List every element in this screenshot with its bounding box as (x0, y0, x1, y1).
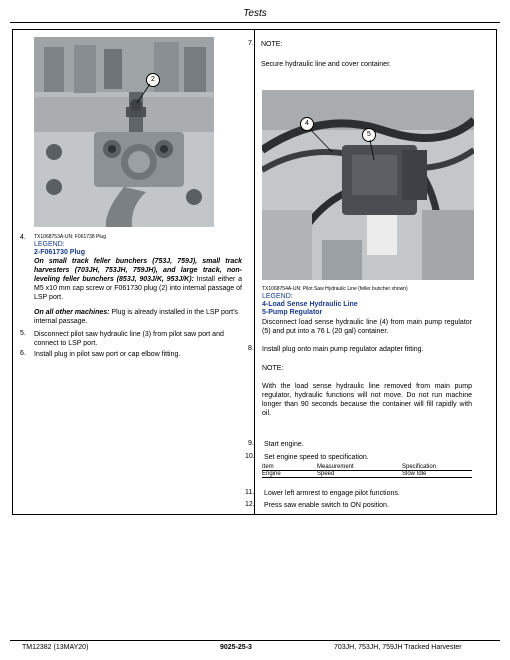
step4-paragraph1 (34, 257, 242, 302)
step6-number: 6. (20, 350, 26, 357)
left-figure-caption: TX1068753A-UN: F061738 Plug (34, 234, 106, 240)
right-figure-caption: TX1068754A-UN: Pilot Saw Hydraulic Line (feller buncher shown) (262, 286, 408, 292)
left-legend-item: 2-F061730 Plug (34, 249, 85, 256)
spec-header-specification: Specification (402, 464, 437, 470)
step12-text: Press saw enable switch to ON position. (264, 502, 389, 509)
step7-note-text: Secure hydraulic line and cover container. (261, 61, 391, 68)
footer-model: 703JH, 753JH, 759JH Tracked Harvester (334, 644, 462, 651)
step5-number: 5. (20, 330, 26, 337)
spec-table-row (262, 471, 472, 478)
step11-number: 11. (245, 489, 255, 496)
step10-number: 10. (245, 453, 255, 460)
footer-doc-id: TM12382 (13MAY20) (22, 644, 89, 651)
step7-number: 7. (248, 40, 254, 47)
callout-2-leader (134, 83, 154, 105)
step4-para2-rest: Plug is already installed in the LSP port's internal passage. (34, 309, 238, 325)
step4-para1-em: On small track feller bunchers (753J, 759J), small track harvesters (703JH, 753JH, 759JH), and large track, non-leveling feller bunchers (853J, 903J/K, 953J/K): (34, 258, 242, 283)
column-divider (254, 29, 255, 515)
footer-rule (10, 640, 500, 641)
footer-page-number: 9025-25-3 (220, 644, 252, 651)
step7-note-label: NOTE: (261, 41, 283, 48)
step4-number: 4. (20, 234, 26, 241)
right-legend-title: LEGEND: (262, 293, 293, 300)
disconnect-paragraph: Disconnect load sense hydraulic line (4) from main pump regulator (5) and put into a 76 L (20 gal) container. (262, 319, 472, 335)
step10-text: Set engine speed to specification. (264, 454, 369, 461)
left-figure-plug (34, 37, 214, 227)
step11-text: Lower left armrest to engage pilot functions. (264, 490, 400, 497)
left-legend-title: LEGEND: (34, 241, 65, 248)
spec-header-item: Item (262, 464, 274, 470)
step8-number: 8. (248, 345, 254, 352)
step4-paragraph2 (34, 308, 242, 326)
spec-cell-measurement: Speed (317, 471, 335, 477)
step5-text: Disconnect pilot saw hydraulic line (3) from pilot saw port and connect to LSP port. (34, 331, 224, 347)
spec-header-measurement: Measurement (317, 464, 354, 470)
spec-cell-specification: Slow Idle (402, 471, 427, 477)
spec-cell-item: Engine (262, 471, 281, 477)
step9-number: 9. (248, 440, 254, 447)
step6-text: Install plug in pilot saw port or cap elbow fitting. (34, 351, 181, 358)
step4-para1-rest: Install either a M5 x10 mm cap screw or F061730 plug (2) into internal passage of LSP port. (34, 276, 242, 301)
callout-4: 4 (300, 117, 314, 131)
right-legend-item-4: 4-Load Sense Hydraulic Line (262, 301, 358, 308)
right-legend-item-5: 5-Pump Regulator (262, 309, 323, 316)
callout-2: 2 (146, 73, 160, 87)
spec-table-header (262, 464, 472, 471)
step9-text: Start engine. (264, 441, 304, 448)
step8-text: Install plug onto main pump regulator adapter fitting. (262, 346, 424, 353)
header-rule (10, 22, 500, 23)
page-header-title: Tests (243, 8, 267, 19)
plug-illustration (34, 37, 214, 227)
step4-para2-em: On all other machines: (34, 309, 110, 316)
right-figure-hydraulic-line (262, 90, 474, 280)
step12-number: 12. (245, 501, 255, 508)
spec-table (262, 464, 472, 478)
callout-5: 5 (362, 128, 376, 142)
step8-note-text: With the load sense hydraulic line removed from main pump regulator, hydraulic functions will not move. Do not run machine longer than 90 seconds because the container will fill rapidly with oil. (262, 383, 472, 417)
step8-note-label: NOTE: (262, 365, 284, 372)
callout-leaders (262, 90, 474, 280)
